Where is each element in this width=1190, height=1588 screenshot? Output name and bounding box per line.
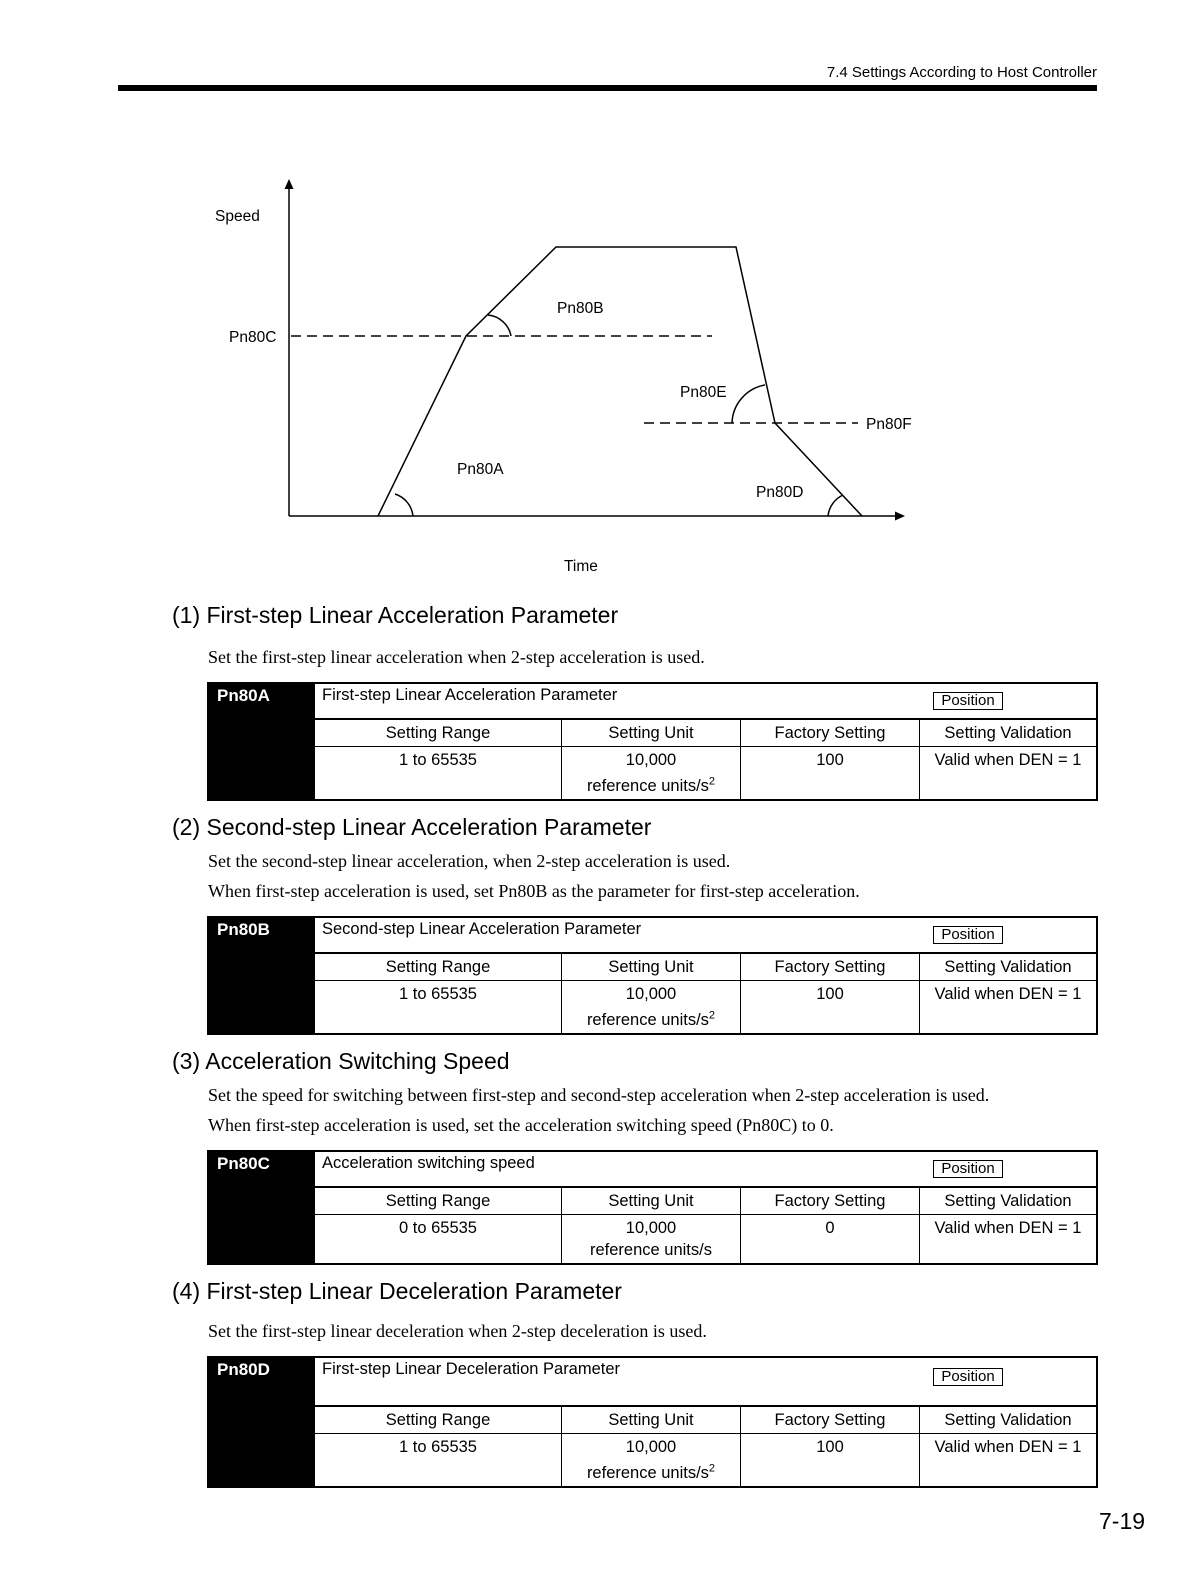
- param-table-pn80a: [207, 682, 1098, 801]
- param-header-row: [315, 720, 1096, 747]
- unit-text: reference units/s: [586, 777, 709, 795]
- header-setting-validation: Setting Validation: [919, 1188, 1096, 1214]
- header-setting-unit: Setting Unit: [561, 954, 740, 980]
- header-setting-unit: Setting Unit: [561, 720, 740, 746]
- section-2-line-1: Set the second-step linear acceleration, when 2-step acceleration is used.: [208, 851, 731, 871]
- section-2-line-2: When first-step acceleration is used, set Pn80B as the parameter for first-step acceleration.: [208, 881, 860, 901]
- header-setting-range: Setting Range: [385, 1411, 491, 1429]
- section-3-line-2: When first-step acceleration is used, set the acceleration switching speed (Pn80C) to 0.: [208, 1115, 834, 1135]
- speed-profile-line: [378, 247, 862, 516]
- section-2-title: (2) Second-step Linear Acceleration Parameter: [172, 814, 652, 840]
- section-3-line-1: Set the speed for switching between first-step and second-step acceleration when 2-step acceleration is used.: [208, 1085, 990, 1105]
- y-axis-arrow: [285, 179, 294, 189]
- param-id: Pn80B: [209, 918, 315, 1033]
- unit-text-line: [562, 1462, 740, 1484]
- speed-time-diagram: [0, 0, 1190, 600]
- header-factory-setting: Factory Setting: [740, 1188, 919, 1214]
- section-1-title: (1) First-step Linear Acceleration Parameter: [172, 602, 619, 628]
- setting-validation-value: Valid when DEN = 1: [919, 747, 1096, 799]
- param-name: Acceleration switching speed: [322, 1154, 535, 1172]
- param-name: Second-step Linear Acceleration Parameter: [322, 920, 642, 938]
- param-table-pn80d: [207, 1356, 1098, 1488]
- position-badge: Position: [933, 1368, 1003, 1386]
- param-value-row: [315, 981, 1096, 1033]
- unit-superscript: 2: [708, 775, 716, 788]
- header-factory-setting: Factory Setting: [740, 720, 919, 746]
- position-badge: Position: [933, 926, 1003, 944]
- position-badge: Position: [933, 1160, 1003, 1178]
- param-grid: [315, 952, 1096, 1033]
- param-value-row: [315, 747, 1096, 799]
- pn80d-angle-arc: [828, 495, 843, 516]
- unit-value: 10,000: [625, 1438, 677, 1456]
- unit-superscript: 2: [708, 1009, 716, 1022]
- factory-setting-value: 0: [740, 1215, 919, 1263]
- param-grid: [315, 718, 1096, 799]
- header-setting-validation: Setting Validation: [919, 1407, 1096, 1433]
- setting-range-value: 0 to 65535: [399, 1219, 477, 1237]
- setting-range-value: 1 to 65535: [399, 751, 477, 769]
- pn80a-angle-arc: [395, 494, 413, 516]
- pn80e-angle-arc: [732, 385, 765, 423]
- param-value-row: [315, 1215, 1096, 1263]
- factory-setting-value: 100: [740, 747, 919, 799]
- section-4-line-1: Set the first-step linear deceleration when 2-step deceleration is used.: [208, 1321, 707, 1341]
- unit-value: 10,000: [625, 751, 677, 769]
- header-setting-unit: Setting Unit: [561, 1407, 740, 1433]
- param-table-pn80c: [207, 1150, 1098, 1265]
- header-factory-setting: Factory Setting: [740, 1407, 919, 1433]
- time-axis-label: Time: [564, 558, 598, 575]
- running-header: 7.4 Settings According to Host Controller: [826, 64, 1097, 81]
- header-setting-range: Setting Range: [385, 1192, 491, 1210]
- setting-range-value: 1 to 65535: [399, 985, 477, 1003]
- param-header-row: [315, 1188, 1096, 1215]
- param-id: Pn80C: [209, 1152, 315, 1263]
- param-id: Pn80A: [209, 684, 315, 799]
- header-setting-validation: Setting Validation: [919, 720, 1096, 746]
- pn80b-label: Pn80B: [557, 300, 604, 317]
- param-grid: [315, 1186, 1096, 1263]
- param-value-row: [315, 1434, 1096, 1486]
- unit-text-line: [562, 1239, 740, 1261]
- param-grid: [315, 1405, 1096, 1486]
- header-setting-range: Setting Range: [385, 724, 491, 742]
- header-setting-validation: Setting Validation: [919, 954, 1096, 980]
- x-axis-arrow: [895, 512, 905, 521]
- unit-value: 10,000: [625, 1219, 677, 1237]
- setting-unit-value: [561, 981, 740, 1033]
- section-4-title: (4) First-step Linear Deceleration Parameter: [172, 1278, 622, 1304]
- page-number: 7-19: [1099, 1508, 1146, 1534]
- setting-unit-value: [561, 747, 740, 799]
- param-header-row: [315, 1407, 1096, 1434]
- param-name: First-step Linear Acceleration Parameter: [322, 686, 618, 704]
- pn80b-angle-arc: [488, 315, 511, 336]
- setting-unit-value: [561, 1215, 740, 1263]
- factory-setting-value: 100: [740, 1434, 919, 1486]
- header-setting-range: Setting Range: [385, 958, 491, 976]
- unit-text-line: [562, 775, 740, 797]
- pn80e-label: Pn80E: [680, 384, 727, 401]
- setting-validation-value: Valid when DEN = 1: [919, 1215, 1096, 1263]
- setting-unit-value: [561, 1434, 740, 1486]
- unit-text-line: [562, 1009, 740, 1031]
- unit-text: reference units/s: [590, 1241, 712, 1259]
- header-setting-unit: Setting Unit: [561, 1188, 740, 1214]
- unit-superscript: 2: [708, 1462, 716, 1475]
- speed-axis-label: Speed: [215, 208, 260, 225]
- pn80a-label: Pn80A: [457, 461, 504, 478]
- section-1-line-1: Set the first-step linear acceleration when 2-step acceleration is used.: [208, 647, 705, 667]
- header-factory-setting: Factory Setting: [740, 954, 919, 980]
- setting-validation-value: Valid when DEN = 1: [919, 981, 1096, 1033]
- param-name: First-step Linear Deceleration Parameter: [322, 1360, 621, 1378]
- unit-text: reference units/s: [586, 1464, 709, 1482]
- setting-range-value: 1 to 65535: [399, 1438, 477, 1456]
- factory-setting-value: 100: [740, 981, 919, 1033]
- param-id: Pn80D: [209, 1358, 315, 1486]
- setting-validation-value: Valid when DEN = 1: [919, 1434, 1096, 1486]
- unit-value: 10,000: [625, 985, 677, 1003]
- section-3-title: (3) Acceleration Switching Speed: [172, 1048, 510, 1074]
- pn80d-label: Pn80D: [756, 484, 804, 501]
- pn80c-label: Pn80C: [229, 329, 277, 346]
- param-header-row: [315, 954, 1096, 981]
- position-badge: Position: [933, 692, 1003, 710]
- pn80f-label: Pn80F: [866, 416, 912, 433]
- unit-text: reference units/s: [586, 1011, 709, 1029]
- param-table-pn80b: [207, 916, 1098, 1035]
